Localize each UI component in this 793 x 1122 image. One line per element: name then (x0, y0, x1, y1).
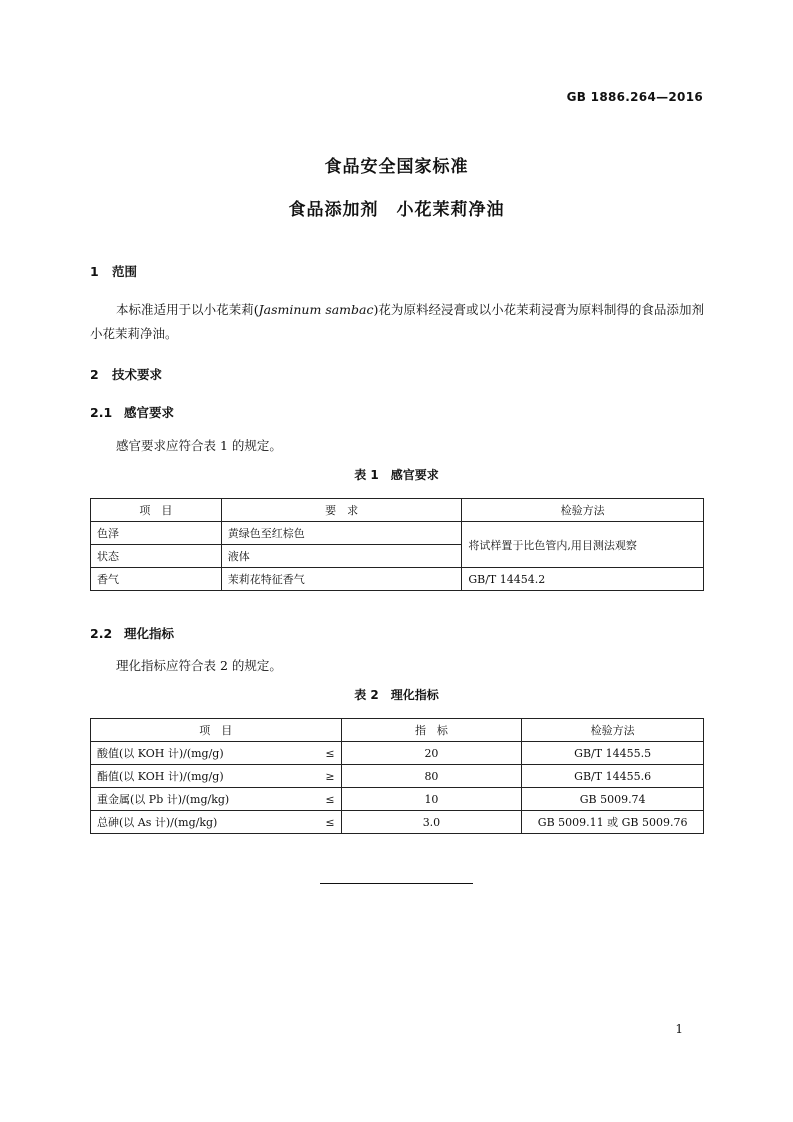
comparison-operator: ≥ (325, 769, 335, 783)
section-1-body (90, 298, 704, 346)
section-2-1-heading (90, 403, 174, 421)
table-cell: 香气 (91, 568, 222, 591)
table-cell: 黄绿色至红棕色 (221, 522, 462, 545)
section-2-1-body: 感官要求应符合表 1 的规定。 (116, 438, 282, 453)
table-header-row (91, 719, 704, 742)
table-cell (91, 811, 342, 834)
comparison-operator: ≤ (325, 815, 335, 829)
body-text: 本标准适用于以小花茉莉( (116, 302, 259, 317)
table-row (91, 522, 704, 545)
standard-code: GB 1886.264—2016 (566, 90, 703, 104)
section-title: 技术要求 (112, 367, 163, 382)
table-cell-method: GB 5009.74 (522, 788, 704, 811)
table-cell: 液体 (221, 545, 462, 568)
table-1 (90, 498, 704, 591)
table-cell-value: 3.0 (341, 811, 522, 834)
table-cell-value: 80 (341, 765, 522, 788)
section-number: 1 (90, 264, 99, 279)
comparison-operator: ≤ (325, 746, 335, 760)
table-cell-method: GB 5009.11 或 GB 5009.76 (522, 811, 704, 834)
page-number: 1 (675, 1022, 683, 1036)
document-title-sub: 食品添加剂 小花茉莉净油 (288, 200, 505, 220)
table-header-cell: 检验方法 (522, 719, 704, 742)
table-row (91, 788, 704, 811)
item-label: 总砷(以 As 计)/(mg/kg) (97, 816, 218, 829)
body-text: )花为原料经浸膏或以小花茉莉浸膏为原料制得的食品添加剂小花茉莉净油。 (90, 302, 704, 341)
section-2-2-heading (90, 624, 174, 642)
table-2 (90, 718, 704, 834)
table-cell (91, 742, 342, 765)
table-1-caption: 表 1 感官要求 (354, 468, 439, 482)
table-cell: 茉莉花特征香气 (221, 568, 462, 591)
table-cell: GB/T 14454.2 (462, 568, 704, 591)
section-number: 2.2 (90, 626, 113, 641)
table-row (91, 742, 704, 765)
table-header-cell: 指 标 (341, 719, 522, 742)
section-1-heading (90, 262, 137, 280)
table-header-row (91, 499, 704, 522)
table-cell (91, 765, 342, 788)
end-rule (320, 883, 473, 884)
section-title: 范围 (112, 264, 138, 279)
item-label: 重金属(以 Pb 计)/(mg/kg) (97, 793, 230, 806)
table-cell-value: 20 (341, 742, 522, 765)
table-header-cell: 项 目 (91, 499, 222, 522)
item-label: 酸值(以 KOH 计)/(mg/g) (97, 747, 224, 760)
document-title-main: 食品安全国家标准 (324, 157, 469, 177)
table-cell: 色泽 (91, 522, 222, 545)
section-2-2-body: 理化指标应符合表 2 的规定。 (116, 658, 282, 673)
latin-name: Jasminum sambac (258, 302, 374, 317)
table-cell: 状态 (91, 545, 222, 568)
table-header-cell: 要 求 (221, 499, 462, 522)
table-cell-method: GB/T 14455.5 (522, 742, 704, 765)
comparison-operator: ≤ (325, 792, 335, 806)
section-number: 2.1 (90, 405, 113, 420)
section-2-heading (90, 365, 162, 383)
section-title: 理化指标 (124, 626, 175, 641)
table-row (91, 568, 704, 591)
item-label: 酯值(以 KOH 计)/(mg/g) (97, 770, 224, 783)
table-row (91, 811, 704, 834)
table-cell-merged: 将试样置于比色管内,用目测法观察 (462, 522, 704, 568)
table-cell-method: GB/T 14455.6 (522, 765, 704, 788)
section-number: 2 (90, 367, 99, 382)
table-cell-value: 10 (341, 788, 522, 811)
table-header-cell: 项 目 (91, 719, 342, 742)
table-header-cell: 检验方法 (462, 499, 704, 522)
table-row (91, 765, 704, 788)
table-cell (91, 788, 342, 811)
section-title: 感官要求 (124, 405, 175, 420)
table-2-caption: 表 2 理化指标 (354, 688, 439, 702)
